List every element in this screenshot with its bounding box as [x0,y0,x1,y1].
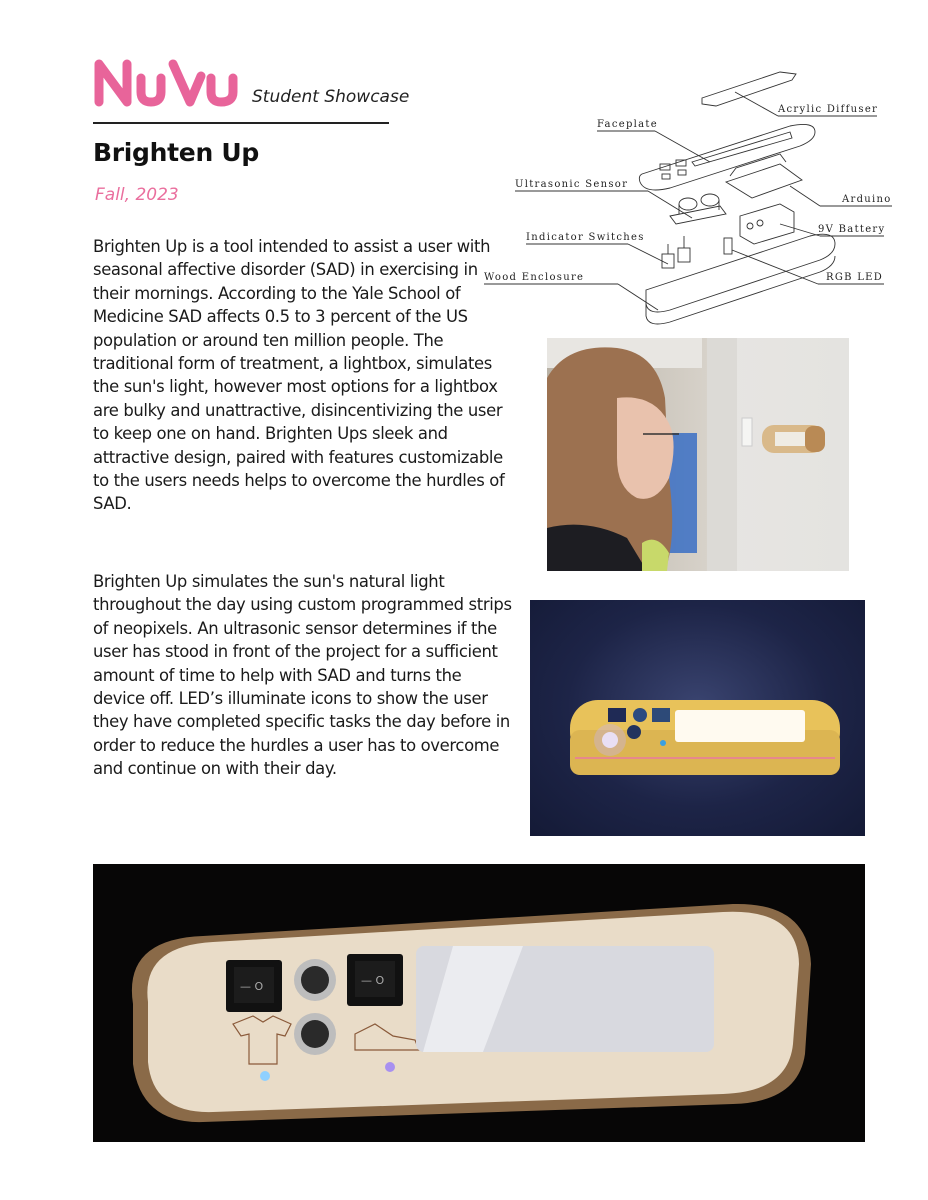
label-9v-battery: 9V Battery [818,224,886,235]
project-season: Fall, 2023 [95,185,179,205]
label-arduino: Arduino [842,194,892,205]
device-closeup-illustration [93,864,865,1142]
header-divider [93,122,389,124]
nuvu-logo [93,56,243,108]
exploded-view-diagram [480,66,900,326]
label-indicator-switches: Indicator Switches [526,232,645,243]
label-faceplate: Faceplate [597,119,658,130]
switch-mark-1: — O [240,980,264,993]
label-acrylic-diffuser: Acrylic Diffuser [778,104,879,115]
photo-device-illuminated [530,600,865,836]
project-title: Brighten Up [93,138,259,167]
person-illustration [547,338,849,571]
label-ultrasonic-sensor: Ultrasonic Sensor [515,179,629,190]
label-rgb-led: RGB LED [826,272,884,283]
switch-mark-2: — O [361,974,385,987]
glowing-device-illustration [530,600,865,836]
description-paragraph-1: Brighten Up is a tool intended to assist a user with seasonal affective disorder (SAD) in exercising in their mornings. According to the Yale School of Medicine SAD affects 0.5 to 3 percent of the US population or around ten million people. The traditional form of treatment, a lightbox, simulates the sun's light, however most options for a lightbox are bulky and unattractive, disincentivizing the user to keep one on hand. Brighten Ups sleek and attractive design, paired with features customizable to the users needs helps to overcome the hurdles of SAD. [93,237,505,514]
photo-user-with-device [547,338,849,571]
showcase-tagline: Student Showcase [252,87,410,107]
label-wood-enclosure: Wood Enclosure [484,272,585,283]
photo-device-closeup [93,864,865,1142]
description-paragraph-2: Brighten Up simulates the sun's natural light throughout the day using custom programmed strips of neopixels. An ultrasonic sensor determines if the user has stood in front of the project for a sufficient amount of time to help with SAD and turns the device off. LED’s illuminate icons to show the user they have completed specific tasks the day before in order to reduce the hurdles a user has to overcome and continue on with their day. [93,572,512,779]
